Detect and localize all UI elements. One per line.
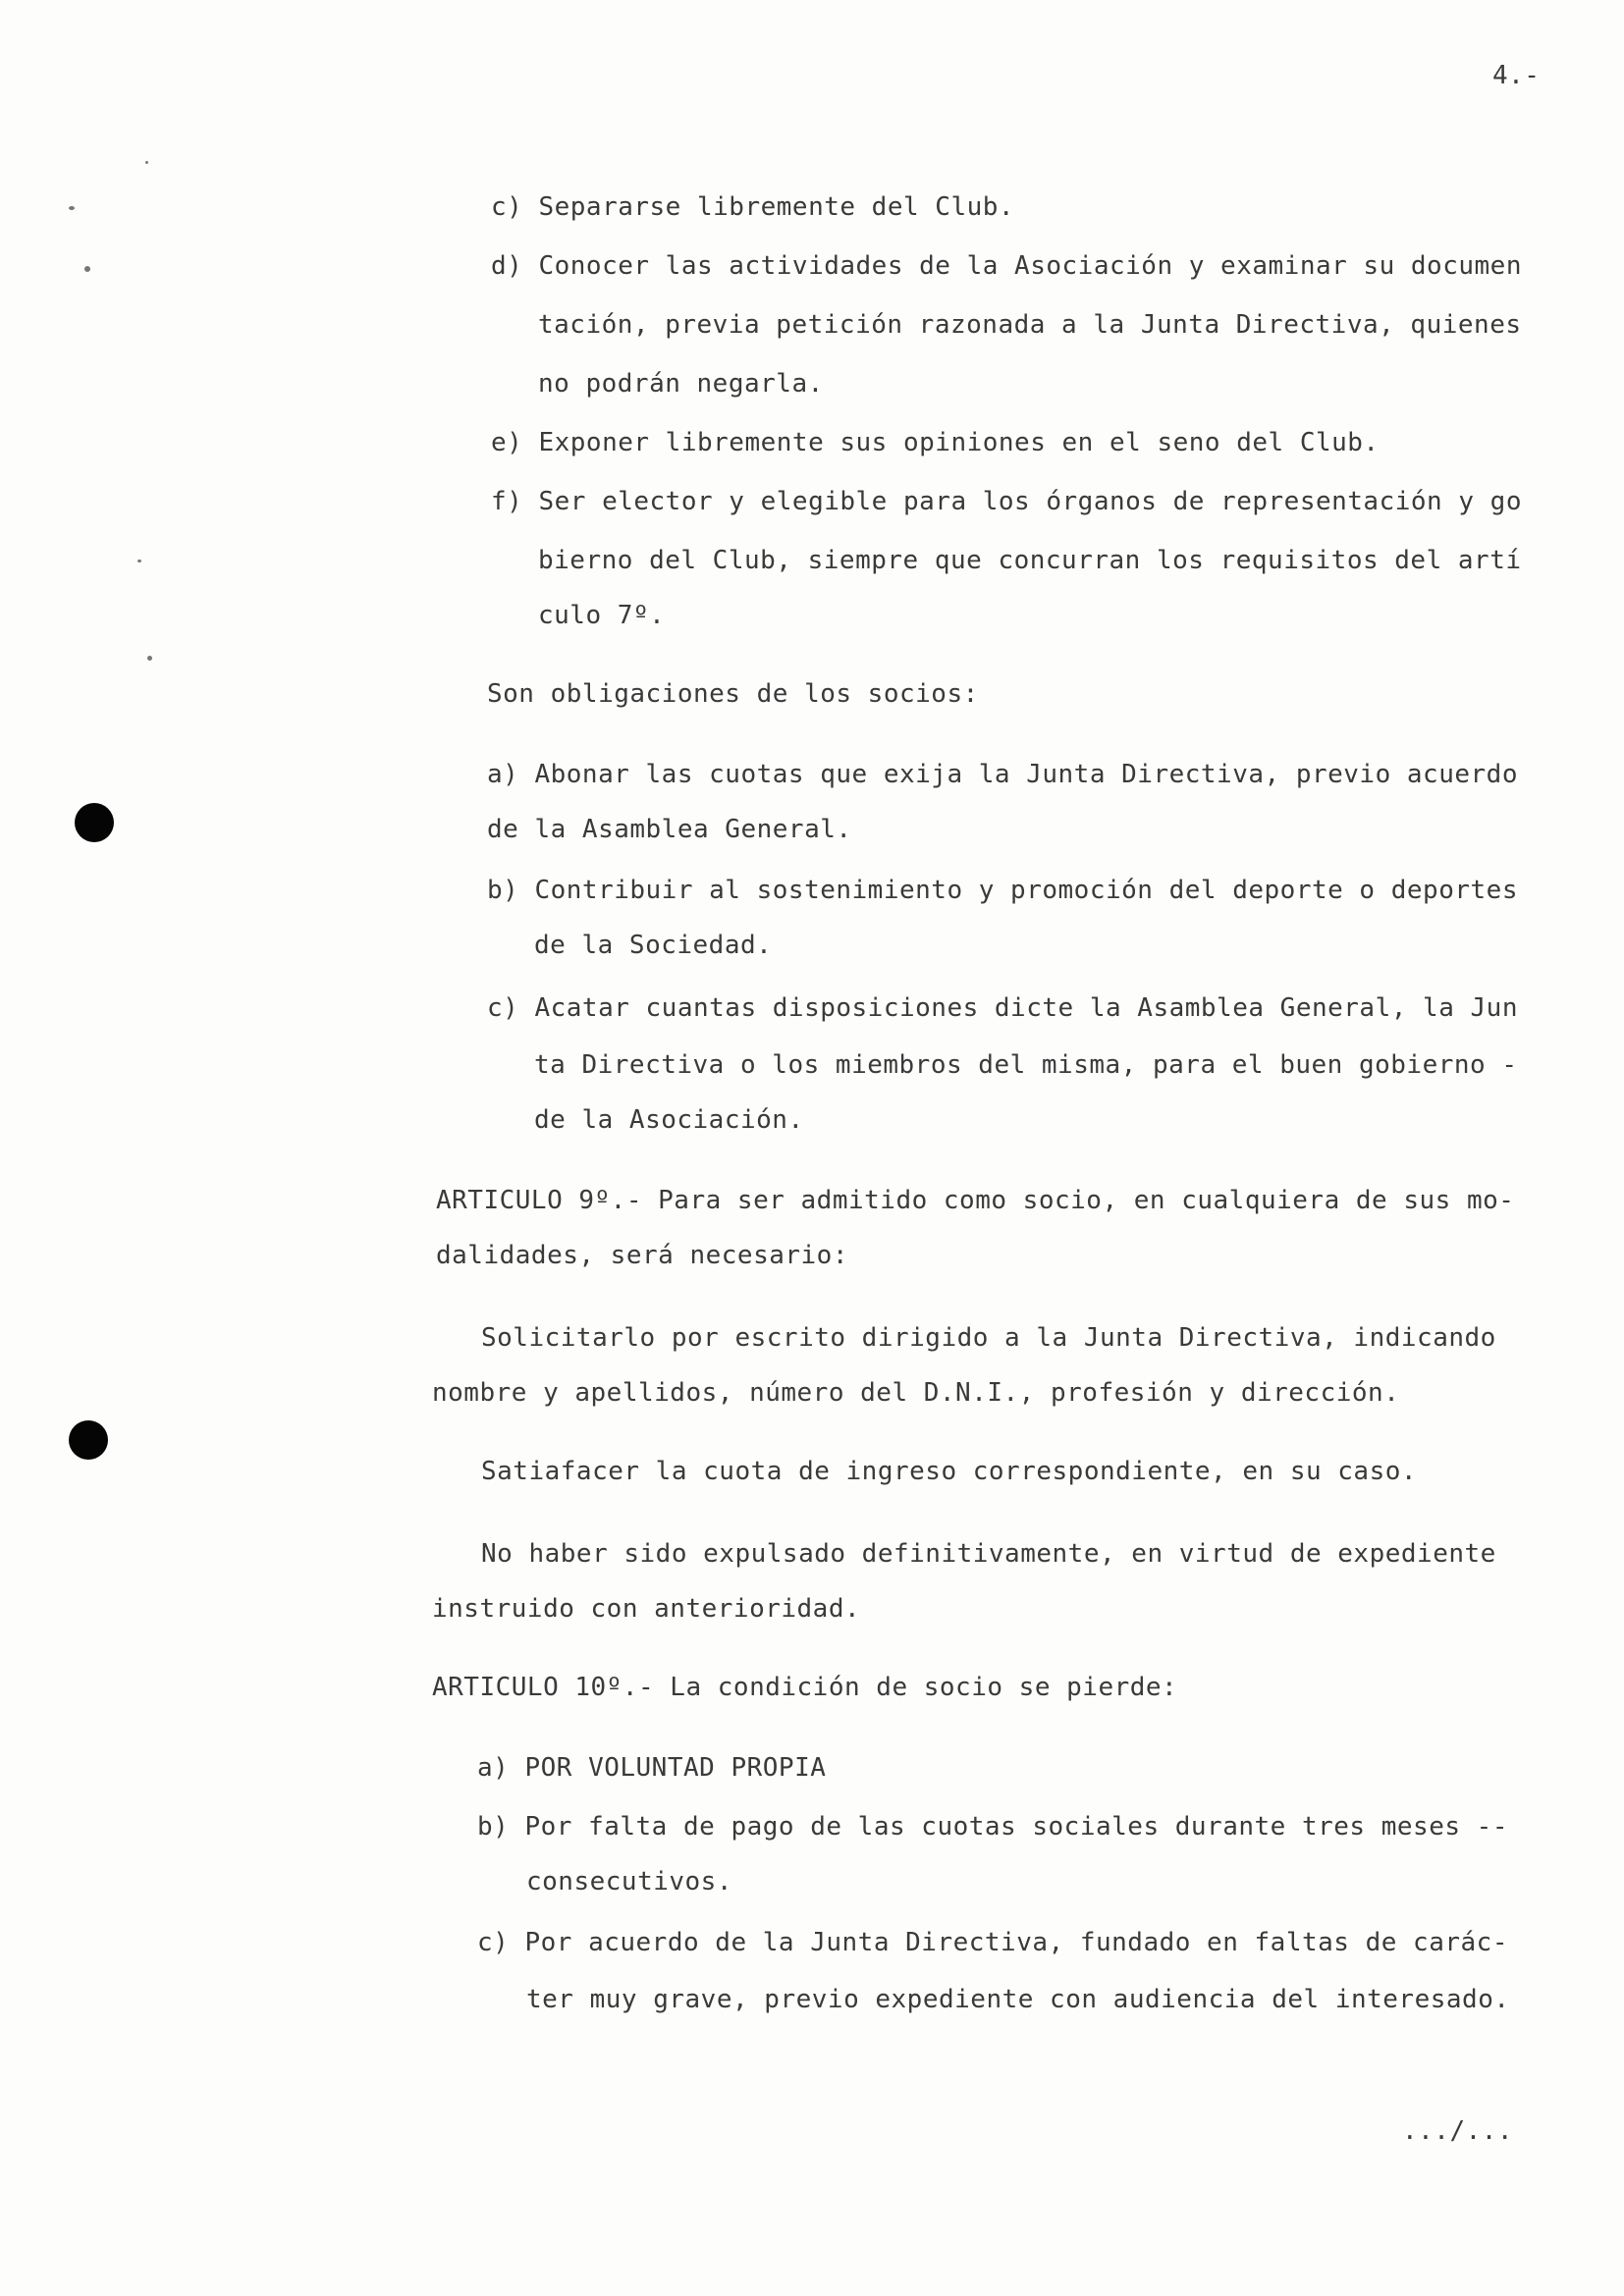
text-line: ta Directiva o los miembros del misma, para el buen gobierno -	[534, 1050, 1518, 1080]
text-line: c) Por acuerdo de la Junta Directiva, fundado en faltas de carác-	[477, 1928, 1508, 1957]
text-line: de la Asociación.	[534, 1105, 804, 1135]
text-line: consecutivos.	[526, 1867, 732, 1896]
text-line: ARTICULO 9º.- Para ser admitido como socio, en cualquiera de sus mo-	[436, 1186, 1515, 1215]
speck	[137, 560, 141, 562]
text-line: no podrán negarla.	[538, 369, 824, 399]
speck	[69, 206, 75, 210]
text-line: c) Acatar cuantas disposiciones dicte la Asamblea General, la Jun	[487, 993, 1518, 1023]
text-line: c) Separarse libremente del Club.	[491, 192, 1015, 222]
text-line: ARTICULO 10º.- La condición de socio se pierde:	[432, 1673, 1178, 1702]
text-line: a) POR VOLUNTAD PROPIA	[477, 1753, 827, 1783]
text-line: ter muy grave, previo expediente con audiencia del interesado.	[526, 1985, 1510, 2014]
punch-hole-top	[75, 803, 114, 842]
text-line: Satiafacer la cuota de ingreso correspondiente, en su caso.	[481, 1457, 1418, 1486]
text-line: Solicitarlo por escrito dirigido a la Junta Directiva, indicando	[481, 1323, 1496, 1353]
page-number: 4.-	[1492, 61, 1541, 90]
text-line: dalidades, será necesario:	[436, 1241, 848, 1270]
text-line: b) Contribuir al sostenimiento y promoción del deporte o deportes	[487, 876, 1518, 905]
speck	[84, 266, 90, 272]
text-line: No haber sido expulsado definitivamente, en virtud de expediente	[481, 1539, 1496, 1569]
text-line: b) Por falta de pago de las cuotas sociales durante tres meses --	[477, 1812, 1508, 1842]
text-line: a) Abonar las cuotas que exija la Junta Directiva, previo acuerdo	[487, 760, 1518, 789]
text-line: e) Exponer libremente sus opiniones en el seno del Club.	[491, 428, 1380, 457]
text-line: bierno del Club, siempre que concurran los requisitos del artí	[538, 546, 1522, 575]
text-line: d) Conocer las actividades de la Asociación y examinar su documen	[491, 251, 1522, 281]
text-line: de la Sociedad.	[534, 931, 773, 960]
punch-hole-bottom	[69, 1420, 108, 1460]
speck	[147, 656, 152, 661]
continuation-mark: .../...	[1402, 2116, 1514, 2146]
text-line: instruido con anterioridad.	[432, 1594, 861, 1624]
text-line: f) Ser elector y elegible para los órganos de representación y go	[491, 487, 1522, 516]
text-line: culo 7º.	[538, 601, 666, 630]
text-line: nombre y apellidos, número del D.N.I., profesión y dirección.	[432, 1378, 1400, 1408]
text-line: de la Asamblea General.	[487, 815, 852, 844]
speck	[145, 161, 148, 164]
text-line: tación, previa petición razonada a la Junta Directiva, quienes	[538, 310, 1522, 340]
text-line: Son obligaciones de los socios:	[487, 679, 979, 709]
